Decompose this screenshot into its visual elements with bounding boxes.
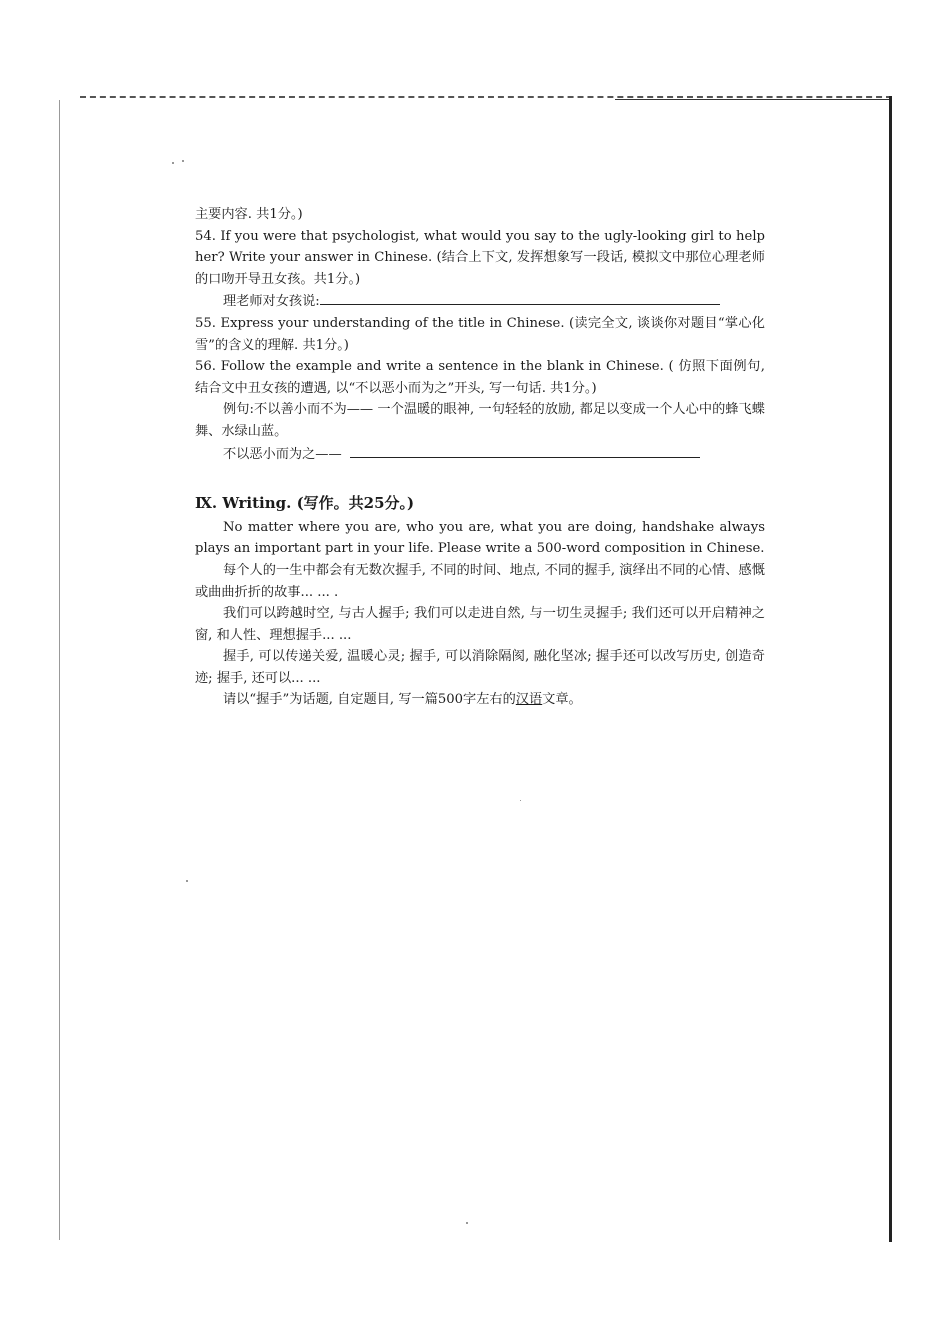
writing-task-end: 文章。: [542, 692, 582, 708]
writing-task-text: 请以“握手”为话题, 自定题目, 写一篇500字左右的: [223, 692, 516, 708]
scan-speck: [466, 1222, 468, 1224]
answer-blank-54[interactable]: [320, 290, 720, 305]
question-56-prompt: 不以恶小而为之——: [223, 446, 342, 462]
question-56-answer-line: [195, 443, 765, 466]
page-top-edge: [80, 96, 892, 98]
scan-speck: [186, 880, 188, 882]
writing-task-underlined: 汉语: [515, 692, 543, 708]
question-54-prompt: 理老师对女孩说:: [223, 294, 320, 310]
question-56-text: 56. Follow the example and write a sentence in the blank in Chinese. ( 仿照下面例句, 结合文中丑女孩的遭遇, 以“不以恶小而为之”开头, 写一句话. 共1分。): [195, 359, 765, 396]
writing-instruction: No matter where you are, who you are, what you are doing, handshake always plays an important part in your life. Please write a 500-word composition in Chinese.: [195, 519, 765, 557]
scan-speck: [182, 160, 184, 162]
writing-paragraph-1: 每个人的一生中都会有无数次握手, 不同的时间、地点, 不同的握手, 演绎出不同的心情、感慨或曲曲折折的故事... ... .: [195, 562, 765, 600]
question-54-text: 54. If you were that psychologist, what would you say to the ugly-looking girl to help her? Write your answer in Chinese. (结合上下文, 发挥想象写一段话, 模拟文中那位心理老师的口吻开导丑女孩。共1分。): [195, 228, 765, 287]
scan-speck: [520, 800, 521, 801]
question-53-tail: 主要内容. 共1分。): [195, 207, 303, 222]
writing-paragraph-4: [195, 689, 765, 711]
question-54-answer-line: [195, 290, 765, 313]
writing-section-title: Ⅸ. Writing. (写作。共25分。): [195, 494, 415, 513]
writing-paragraph-3: 握手, 可以传递关爱, 温暖心灵; 握手, 可以消除隔阂, 融化坚冰; 握手还可以改写历史, 创造奇迹; 握手, 还可以... ...: [195, 649, 765, 686]
answer-blank-56[interactable]: [350, 443, 700, 458]
question-55-text: 55. Express your understanding of the title in Chinese. (读完全文, 谈谈你对题目“掌心化雪”的含义的理解. 共1分。): [195, 315, 765, 353]
writing-paragraph-2: 我们可以跨越时空, 与古人握手; 我们可以走进自然, 与一切生灵握手; 我们还可以开启精神之窗, 和人性、理想握手... ...: [195, 606, 765, 643]
page-top-edge-line: [615, 99, 892, 100]
page-right-edge: [889, 96, 892, 1242]
exam-content: [195, 204, 765, 711]
question-56-example: 例句:不以善小而不为—— 一个温暖的眼神, 一句轻轻的放励, 都足以变成一个人心中的蜂飞蝶舞、水绿山蓝。: [195, 402, 765, 439]
scan-speck: [172, 162, 174, 164]
page-left-edge: [59, 100, 60, 1240]
